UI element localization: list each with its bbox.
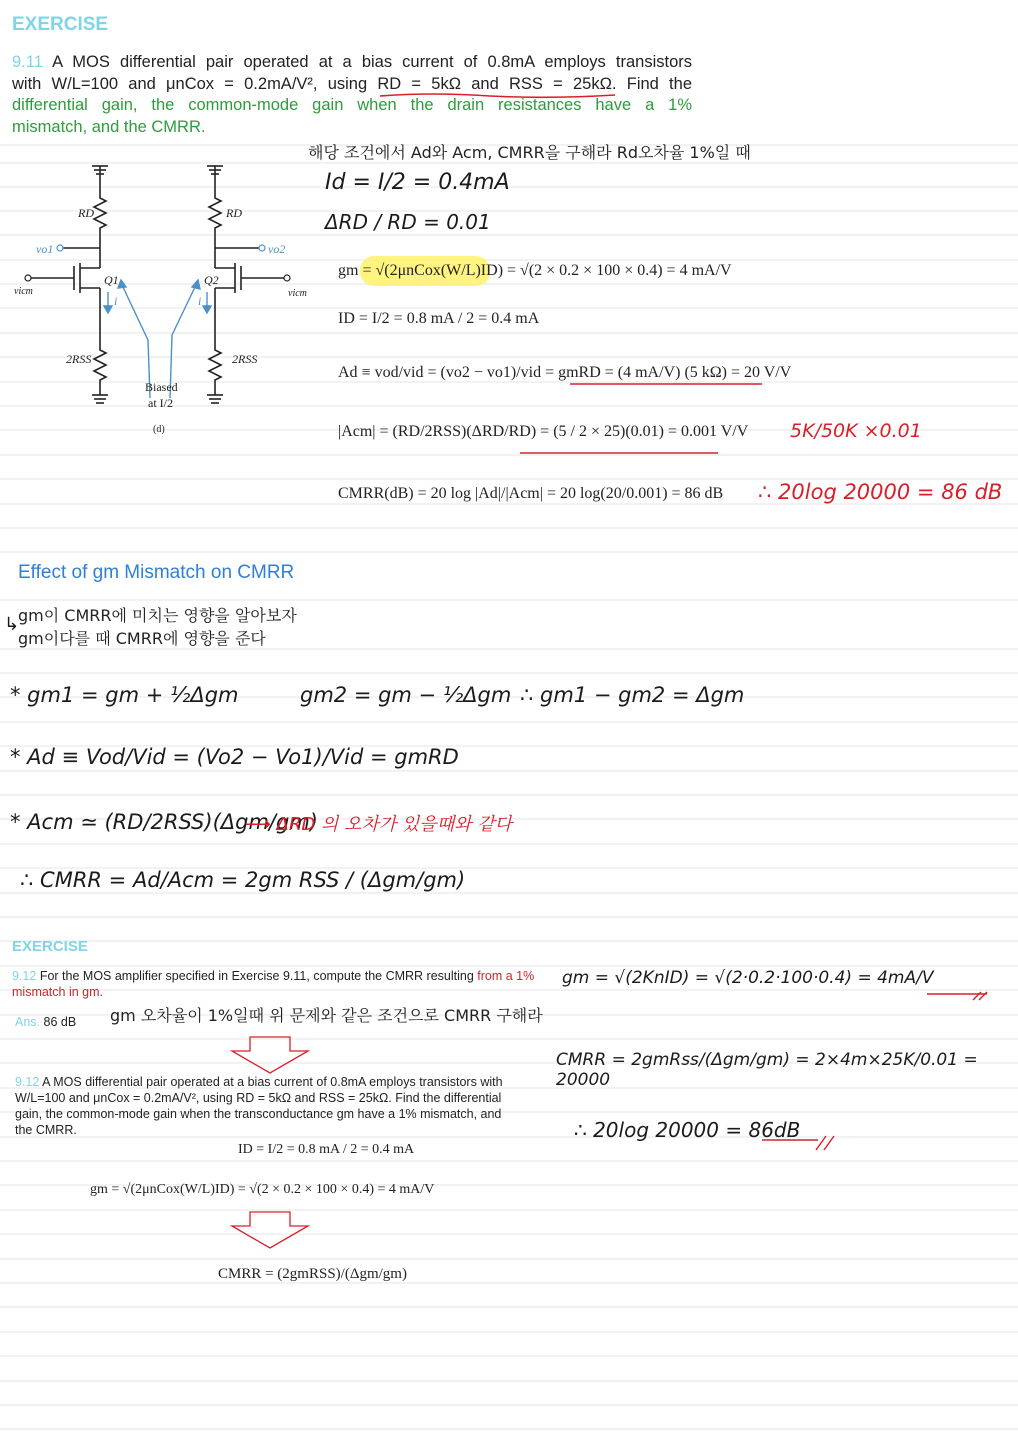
exercise-number: 9.11: [12, 53, 43, 71]
label-2rss-left: 2RSS: [66, 352, 92, 366]
handwritten-result: ∴ 20log 20000 = 86 dB: [758, 480, 1003, 504]
differential-pair-circuit: [0, 160, 310, 435]
label-q1: Q1: [104, 273, 119, 287]
equation-acm: |Acm| = (RD/2RSS)(ΔRD/RD) = (5 / 2 × 25)(0.01) = 0.001 V/V: [338, 423, 749, 440]
answer: [15, 1014, 76, 1030]
label-vicm-right: vicm: [288, 288, 307, 299]
label-caption: (d): [153, 424, 165, 435]
statement-line: A MOS differential pair operated at a bias current of 0.8mA employs transistors: [52, 53, 692, 71]
exercise-number: 9.12: [15, 1075, 40, 1089]
label-vo2: vo2: [268, 242, 286, 256]
label-vicm-left: vicm: [14, 286, 33, 297]
statement-line: gain, the common-mode gain when the transconductance gm have a 1% mismatch, and: [15, 1107, 502, 1121]
handwritten-underline: [760, 1132, 840, 1154]
equation-cmrr: CMRR(dB) = 20 log |Ad|/|Acm| = 20 log(20/0.001) = 86 dB: [338, 485, 724, 502]
label-rd-right: RD: [226, 206, 242, 220]
label-current-left: i: [114, 294, 118, 308]
statement-line: A MOS differential pair operated at a bias current of 0.8mA employs transistors with: [42, 1075, 503, 1089]
statement-line: differential gain, the common-mode gain when the drain resistances have a 1%: [12, 96, 692, 114]
handwritten-ratio: 5K/50K ×0.01: [790, 420, 922, 442]
equation-ad: Ad ≡ vod/vid = (vo2 − vo1)/vid = gmRD = (4 mA/V) (5 kΩ) = 20 V/V: [338, 364, 792, 381]
statement-line: W/L=100 and μnCox = 0.2mA/V², using RD = 5kΩ and RSS = 25kΩ. Find the differential: [15, 1091, 502, 1105]
answer-value: 86 dB: [43, 1015, 77, 1029]
handwritten-arrow-note: ⟶ ΔRD 의 오차가 있을때와 같다: [245, 814, 512, 835]
korean-note: 해당 조건에서 Ad와 Acm, CMRR을 구해라 Rd오차율 1%일 때: [308, 143, 751, 162]
down-arrow-icon: [228, 1210, 312, 1250]
handwritten-underline: [520, 449, 720, 457]
equation-gm: gm = √(2μnCox(W/L)ID) = √(2 × 0.2 × 100 × 0.4) = 4 mA/V: [90, 1182, 435, 1197]
handwritten-gm-diff: ∴ gm1 − gm2 = Δgm: [520, 683, 745, 707]
equation-id: ID = I/2 = 0.8 mA / 2 = 0.4 mA: [338, 310, 540, 327]
equation-id: ID = I/2 = 0.8 mA / 2 = 0.4 mA: [238, 1142, 415, 1157]
handwritten-underline: [570, 380, 770, 388]
resistor-rss-left: [94, 342, 106, 395]
statement-text: For the MOS amplifier specified in Exercise 9.11, compute the CMRR resulting: [39, 969, 474, 983]
exercise-number: 9.12: [12, 969, 37, 983]
resistor-rss-right: [209, 342, 221, 395]
label-2rss-right: 2RSS: [232, 352, 258, 366]
exercise-9-12-rewritten: [15, 1074, 535, 1138]
handwritten-underline: [925, 990, 995, 1002]
handwritten-acm: * Acm ≃ (RD/2RSS)(Δgm/gm): [10, 810, 318, 834]
korean-note: gm 오차율이 1%일때 위 문제와 같은 조건으로 CMRR 구해라: [110, 1006, 543, 1025]
exercise-9-12-statement: [12, 968, 542, 1000]
handwritten-gm2: gm2 = gm − ½Δgm: [300, 683, 512, 707]
handwritten-underline: [370, 90, 630, 102]
handwritten-cmrr: ∴ CMRR = Ad/Acm = 2gm RSS / (Δgm/gm): [20, 868, 466, 892]
korean-note: gm이다를 때 CMRR에 영향을 준다: [18, 629, 266, 648]
label-rd-left: RD: [78, 206, 94, 220]
label-q2: Q2: [204, 273, 219, 287]
exercise-tag: EXERCISE: [12, 14, 109, 35]
answer-label: Ans.: [15, 1015, 41, 1029]
equation-gm: gm = √(2μnCox(W/L)ID) = √(2 × 0.2 × 100 × 0.4) = 4 mA/V: [338, 262, 732, 279]
handwritten-final: ∴ 20log 20000 = 86dB: [574, 1118, 801, 1142]
exercise-tag: EXERCISE: [12, 938, 88, 955]
label-biased: Biased: [145, 380, 178, 394]
resistor-rd-left: [94, 182, 106, 248]
label-vo1: vo1: [36, 242, 54, 256]
statement-line: mismatch, and the CMRR.: [12, 117, 206, 136]
statement-text-red: from a 1% mismatch in gm.: [12, 969, 535, 999]
label-at-i2: at I/2: [148, 396, 173, 410]
down-arrow-icon: [228, 1035, 312, 1075]
handwritten-cmrr: CMRR = 2gmRss/(Δgm/gm) = 2×4m×25K/0.01 = 20000: [556, 1050, 978, 1090]
handwritten-id: Id = I/2 = 0.4mA: [325, 170, 510, 195]
handwritten-delta-rd: ΔRD / RD = 0.01: [325, 210, 491, 234]
equation-cmrr: CMRR = (2gmRSS)/(Δgm/gm): [218, 1266, 407, 1282]
hook-arrow-icon: ↳: [4, 614, 20, 635]
resistor-rd-right: [209, 182, 221, 248]
handwritten-ad: * Ad ≡ Vod/Vid = (Vo2 − Vo1)/Vid = gmRD: [10, 745, 459, 769]
korean-note: gm이 CMRR에 미치는 영향을 알아보자: [18, 606, 297, 625]
statement-line: the CMRR.: [15, 1123, 77, 1137]
statement-line: with W/L=100 and μnCox = 0.2mA/V², using RD = 5kΩ and RSS = 25kΩ. Find the: [12, 74, 692, 93]
section-title: Effect of gm Mismatch on CMRR: [18, 562, 295, 583]
handwritten-gm1: * gm1 = gm + ½Δgm: [10, 683, 239, 707]
handwritten-gm: gm = √(2KnID) = √(2·0.2·100·0.4) = 4mA/V: [562, 968, 934, 988]
label-current-right: i: [198, 294, 202, 308]
